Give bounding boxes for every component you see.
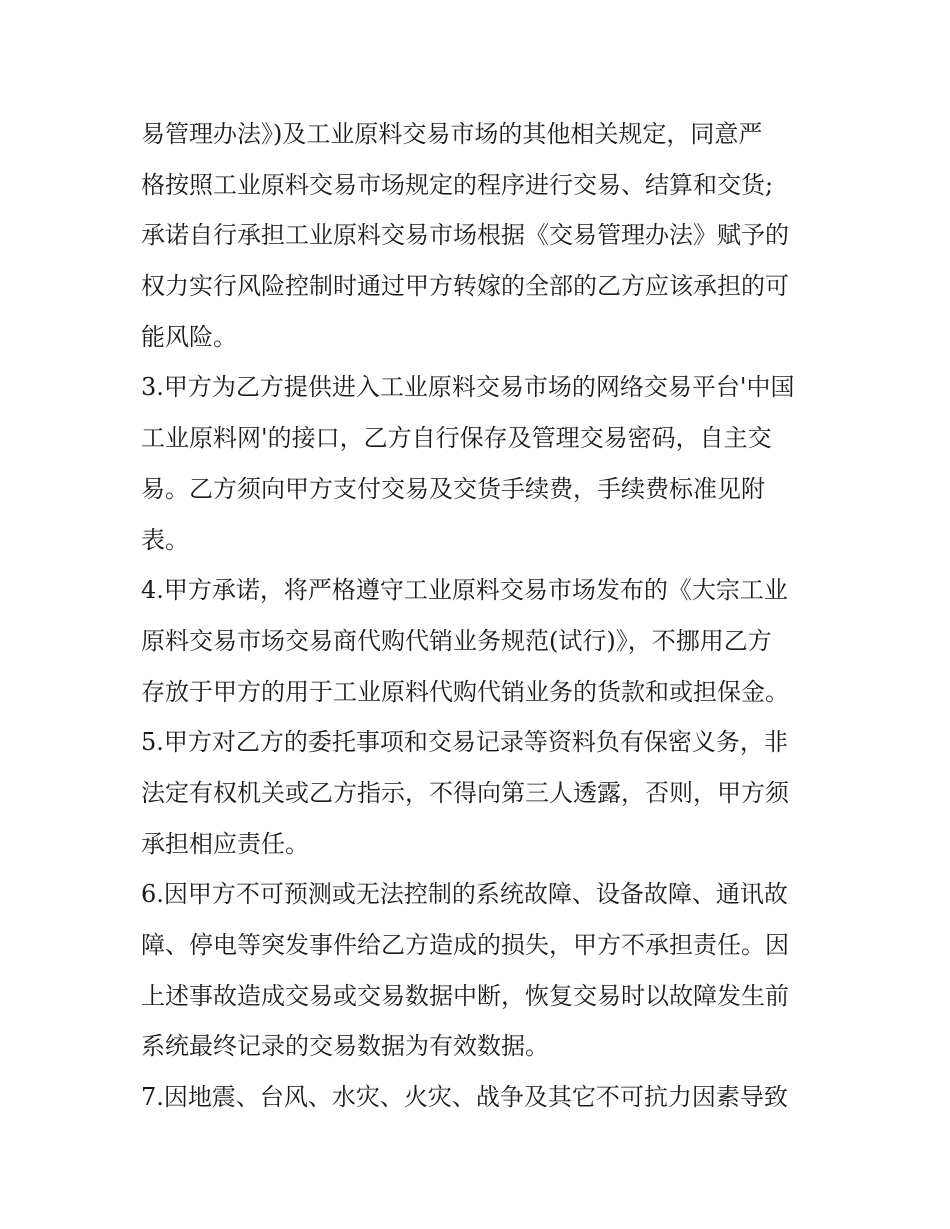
text-line: 7.因地震、台风、水灾、火灾、战争及其它不可抗力因素导致 xyxy=(141,1083,788,1112)
text-line: 表。 xyxy=(141,525,189,554)
text-line: 格按照工业原料交易市场规定的程序进行交易、结算和交货; xyxy=(141,170,774,199)
text-line: 系统最终记录的交易数据为有效数据。 xyxy=(141,1032,549,1061)
text-line: 工业原料网'的接口，乙方自行保存及管理交易密码，自主交 xyxy=(141,424,772,453)
text-line: 6.因甲方不可预测或无法控制的系统故障、设备故障、通讯故 xyxy=(141,880,788,909)
text-line: 承诺自行承担工业原料交易市场根据《交易管理办法》赋予的 xyxy=(141,221,789,250)
text-line: 上述事故造成交易或交易数据中断，恢复交易时以故障发生前 xyxy=(141,981,789,1010)
text-line: 承担相应责任。 xyxy=(141,829,309,858)
text-line: 法定有权机关或乙方指示，不得向第三人透露，否则，甲方须 xyxy=(141,778,789,807)
text-line: 能风险。 xyxy=(141,322,237,351)
text-line: 4.甲方承诺，将严格遵守工业原料交易市场发布的《大宗工业 xyxy=(141,576,788,605)
text-line: 5.甲方对乙方的委托事项和交易记录等资料负有保密义务，非 xyxy=(141,728,788,757)
document-body xyxy=(141,109,816,1123)
text-line: 权力实行风险控制时通过甲方转嫁的全部的乙方应该承担的可 xyxy=(141,272,789,301)
text-line: 存放于甲方的用于工业原料代购代销业务的货款和或担保金。 xyxy=(141,677,789,706)
text-line: 易管理办法》)及工业原料交易市场的其他相关规定，同意严 xyxy=(141,120,763,148)
text-line: 障、停电等突发事件给乙方造成的损失，甲方不承担责任。因 xyxy=(141,931,789,959)
text-line: 易。乙方须向甲方支付交易及交货手续费，手续费标准见附 xyxy=(141,474,765,503)
text-line: 3.甲方为乙方提供进入工业原料交易市场的网络交易平台'中国 xyxy=(141,373,795,402)
text-line: 原料交易市场交易商代购代销业务规范(试行)》，不挪用乙方 xyxy=(141,626,772,655)
